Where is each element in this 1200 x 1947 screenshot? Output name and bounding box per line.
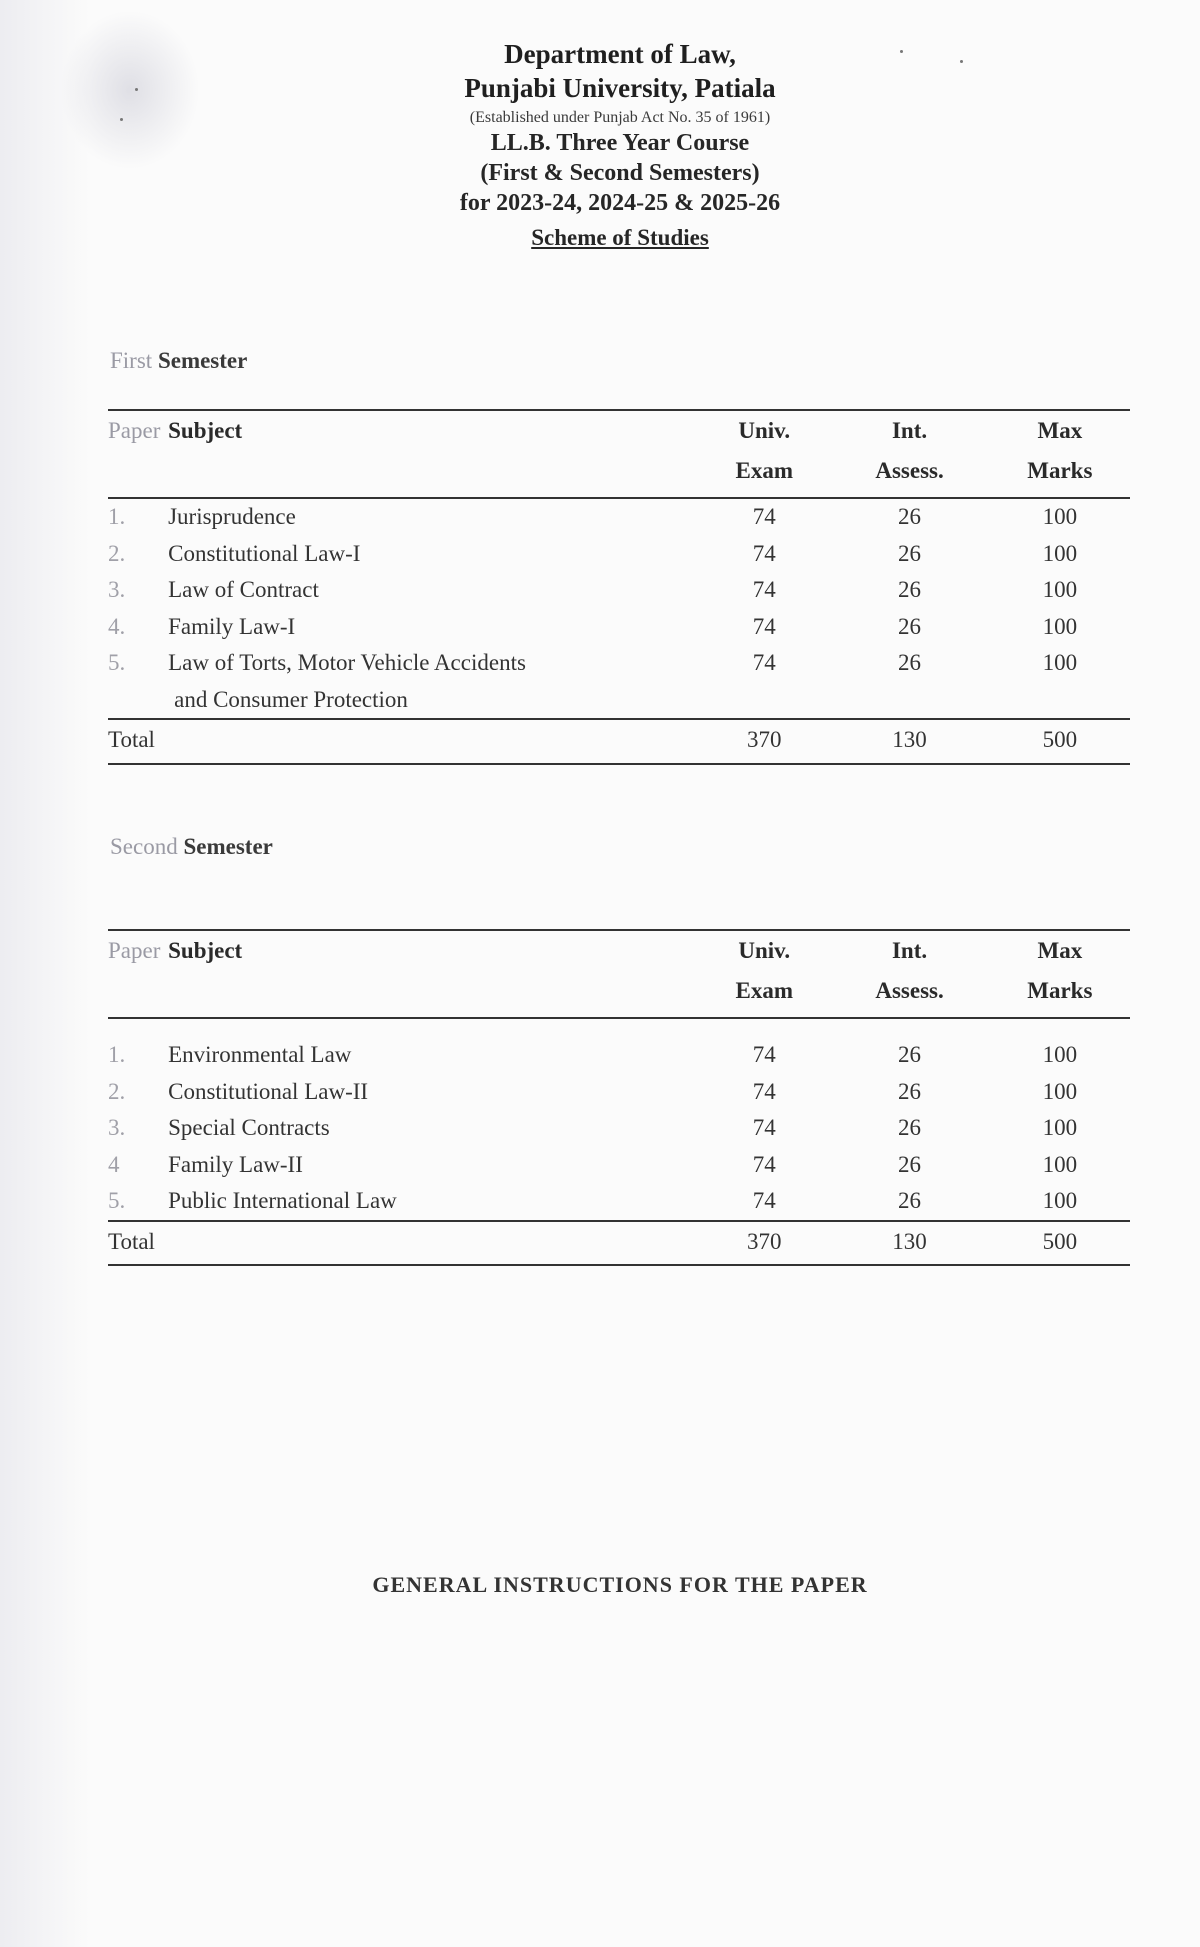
- second-semester-title-word: Second: [110, 834, 178, 859]
- table-row: [108, 1110, 1130, 1147]
- subject-name: Environmental Law: [168, 1042, 352, 1067]
- table-row: [108, 498, 1130, 536]
- semesters-subtitle: (First & Second Semesters): [480, 159, 760, 186]
- univ-exam-marks: 74: [752, 1115, 776, 1140]
- paper-number: 2.: [108, 1078, 126, 1104]
- table-row: [108, 1074, 1130, 1111]
- table-row: [108, 645, 1130, 719]
- paper-number: 1.: [108, 1042, 126, 1067]
- paper-number: 5.: [108, 650, 126, 675]
- univ-exam-marks: 74: [752, 1042, 776, 1067]
- subject-name: Constitutional Law-I: [168, 540, 361, 566]
- first-semester-table: [108, 409, 1130, 765]
- subject-name-line1: Law of Torts, Motor Vehicle Accidents: [168, 650, 526, 675]
- academic-years: for 2023-24, 2024-25 & 2025-26: [459, 189, 781, 216]
- int-assess-marks: 26: [898, 1078, 922, 1104]
- paper-number: 4: [108, 1151, 120, 1177]
- col-paper-blank: [108, 971, 168, 1018]
- table-row: [108, 1147, 1130, 1184]
- first-semester-title-word: First: [110, 348, 153, 373]
- total-row: [108, 1221, 1130, 1266]
- header-row: [108, 971, 1130, 1018]
- col-subject: Subject: [168, 410, 699, 451]
- col-int-sub: Assess.: [829, 451, 989, 498]
- col-paper: Paper: [108, 410, 168, 451]
- header-row: [108, 410, 1130, 451]
- total-int: 130: [829, 719, 989, 764]
- scheme-title: Scheme of Studies: [531, 224, 709, 250]
- second-semester-title-rest: Semester: [177, 834, 273, 859]
- subject-name: Family Law-I: [168, 613, 296, 639]
- col-paper-blank: [108, 451, 168, 498]
- univ-exam-marks: 74: [752, 577, 776, 602]
- col-univ: Univ.: [699, 930, 829, 971]
- col-univ-sub: Exam: [699, 451, 829, 498]
- int-assess-marks: 26: [898, 1151, 922, 1177]
- col-univ: Univ.: [699, 410, 829, 451]
- total-int: 130: [829, 1221, 989, 1266]
- subject-name: Family Law-II: [168, 1151, 303, 1177]
- col-int: Int.: [829, 410, 989, 451]
- total-max: 500: [990, 719, 1130, 764]
- int-assess-marks: 26: [898, 1188, 922, 1213]
- univ-exam-marks: 74: [752, 1151, 776, 1177]
- subject-name: Jurisprudence: [168, 504, 296, 529]
- max-marks: 100: [1042, 540, 1078, 566]
- paper-number: 3.: [108, 577, 126, 602]
- table-row: [108, 536, 1130, 573]
- total-row: [108, 719, 1130, 764]
- univ-exam-marks: 74: [752, 613, 776, 639]
- col-max-sub: Marks: [990, 971, 1130, 1018]
- spacer-cell: [108, 1018, 1130, 1037]
- int-assess-marks: 26: [898, 1042, 922, 1067]
- total-univ: 370: [699, 1221, 829, 1266]
- total-univ: 370: [699, 719, 829, 764]
- total-label: Total: [108, 1221, 699, 1266]
- int-assess-marks: 26: [898, 650, 922, 675]
- max-marks: 100: [1042, 1078, 1078, 1104]
- document-header: [0, 38, 1200, 252]
- paper-number: 5.: [108, 1188, 126, 1213]
- max-marks: 100: [1042, 1151, 1078, 1177]
- total-max: 500: [990, 1221, 1130, 1266]
- header-row: [108, 451, 1130, 498]
- univ-exam-marks: 74: [752, 1078, 776, 1104]
- course-title: LL.B. Three Year Course: [490, 129, 750, 156]
- int-assess-marks: 26: [898, 540, 922, 566]
- int-assess-marks: 26: [898, 1115, 922, 1140]
- subject-name: Public International Law: [168, 1188, 397, 1213]
- col-univ-sub: Exam: [699, 971, 829, 1018]
- max-marks: 100: [1042, 504, 1078, 529]
- subject-name: [168, 645, 699, 719]
- table-row: [108, 1037, 1130, 1074]
- int-assess-marks: 26: [898, 577, 922, 602]
- univ-exam-marks: 74: [752, 504, 776, 529]
- header-row: [108, 930, 1130, 971]
- second-semester-title: [110, 834, 273, 860]
- university-name: Punjabi University, Patiala: [464, 72, 776, 103]
- department-name: Department of Law,: [504, 39, 736, 69]
- paper-number: 1.: [108, 504, 126, 529]
- subject-name-line2: and Consumer Protection: [174, 686, 408, 712]
- max-marks: 100: [1042, 613, 1078, 639]
- scan-shadow: [0, 0, 90, 1947]
- spacer-row: [108, 1018, 1130, 1037]
- max-marks: 100: [1042, 1188, 1078, 1213]
- second-semester-table: [108, 929, 1130, 1266]
- table-row: [108, 609, 1130, 646]
- univ-exam-marks: 74: [752, 650, 776, 675]
- first-semester-title-rest: Semester: [152, 348, 248, 373]
- univ-exam-marks: 74: [752, 1188, 776, 1213]
- max-marks: 100: [1042, 1115, 1078, 1140]
- subject-name: Constitutional Law-II: [168, 1078, 369, 1104]
- subject-name: Special Contracts: [168, 1115, 330, 1140]
- col-subject-blank: [168, 971, 699, 1018]
- first-semester-title: [110, 348, 247, 374]
- int-assess-marks: 26: [898, 613, 922, 639]
- col-max: Max: [990, 410, 1130, 451]
- univ-exam-marks: 74: [752, 540, 776, 566]
- col-int-sub: Assess.: [829, 971, 989, 1018]
- total-label: Total: [108, 719, 699, 764]
- col-subject-blank: [168, 451, 699, 498]
- col-max-sub: Marks: [990, 451, 1130, 498]
- paper-number: 3.: [108, 1115, 126, 1140]
- col-paper: Paper: [108, 930, 168, 971]
- subject-name: Law of Contract: [168, 577, 319, 602]
- max-marks: 100: [1042, 1042, 1078, 1067]
- col-max: Max: [990, 930, 1130, 971]
- paper-number: 4.: [108, 613, 126, 639]
- paper-number: 2.: [108, 540, 126, 566]
- establishment-note: (Established under Punjab Act No. 35 of 1961): [469, 108, 771, 126]
- max-marks: 100: [1042, 577, 1078, 602]
- int-assess-marks: 26: [898, 504, 922, 529]
- table-row: [108, 1183, 1130, 1221]
- col-subject: Subject: [168, 930, 699, 971]
- max-marks: 100: [1042, 650, 1078, 675]
- general-instructions-heading: GENERAL INSTRUCTIONS FOR THE PAPER: [372, 1572, 868, 1597]
- col-int: Int.: [829, 930, 989, 971]
- table-row: [108, 572, 1130, 609]
